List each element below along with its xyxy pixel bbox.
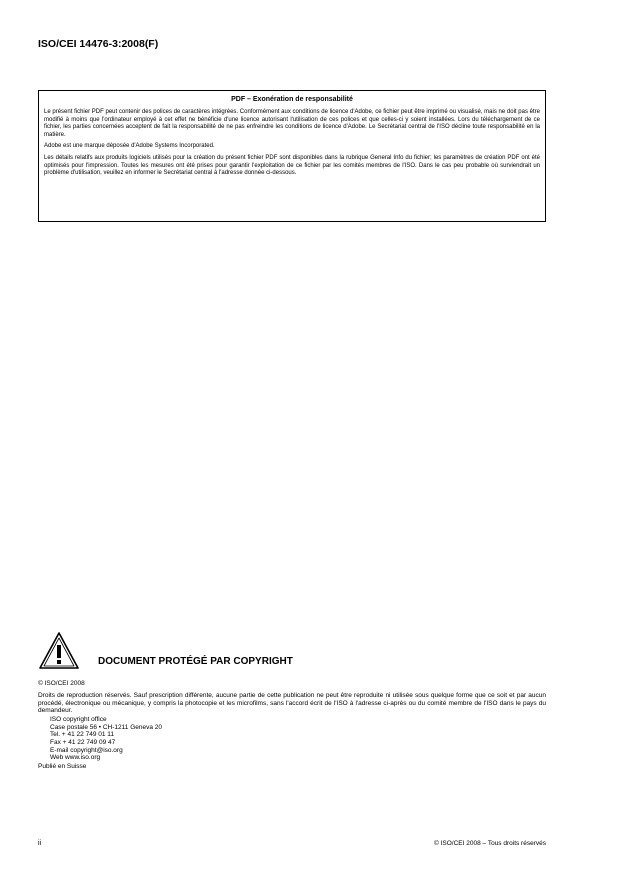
copyright-line: © ISO/CEI 2008: [38, 680, 85, 687]
standard-reference: ISO/CEI 14476-3:2008(F): [38, 38, 159, 50]
address-line: ISO copyright office: [50, 716, 107, 724]
warning-triangle-icon: [38, 630, 80, 672]
disclaimer-paragraph: Les détails relatifs aux produits logiciels utilisés pour la création du présent fichier PDF sont disponibles dans la rubrique General Info du fichier; les paramètres de création PDF ont été optimisés pour l'impression. Toutes les mesures ont été prises pour garantir l'exploitation de ce fichier par les comités membres de l'ISO. Dans le cas peu probable où surviendrait un problème d'utilisation, veuillez en informer le Secrétariat central à l'adresse donnée ci-dessous.: [44, 154, 540, 177]
address-line: Case postale 56 • CH-1211 Geneva 20: [50, 723, 163, 731]
iso-address: [50, 716, 546, 762]
address-line: E-mail copyright@iso.org: [50, 746, 123, 754]
disclaimer-title: PDF – Exonération de responsabilité: [231, 96, 353, 103]
copyright-title: DOCUMENT PROTÉGÉ PAR COPYRIGHT: [98, 656, 293, 667]
copyright-body: [38, 680, 546, 771]
address-line: Web www.iso.org: [50, 754, 101, 762]
address-line: Fax + 41 22 749 09 47: [50, 738, 116, 746]
disclaimer-paragraph: Adobe est une marque déposée d'Adobe Systems Incorporated.: [44, 143, 215, 150]
address-line: Tel. + 41 22 749 01 11: [50, 731, 115, 739]
footer-copyright: © ISO/CEI 2008 – Tous droits réservés: [434, 840, 546, 847]
copyright-header: [38, 628, 546, 672]
page-number: ii: [38, 840, 42, 847]
published-in: Publié en Suisse: [38, 762, 87, 770]
pdf-disclaimer-box: [38, 90, 546, 222]
rights-text: Droits de reproduction réservés. Sauf prescription différente, aucune partie de cette publication ne peut être reproduite ni utilisée sous quelque forme que ce soit et par aucun procédé, électronique ou mécanique, y compris la photocopie et les microfilms, sans l'accord écrit de l'ISO à l'adresse ci-après ou du comité membre de l'ISO dans le pays du demandeur.: [38, 691, 546, 715]
disclaimer-paragraph: Le présent fichier PDF peut contenir des polices de caractères intégrées. Conformément aux conditions de licence d'Adobe, ce fichier peut être imprimé ou visualisé, mais ne doit pas être modifié à moins que l'ordinateur employé à cet effet ne bénéficie d'une licence autorisant l'utilisation de ces polices et que celles-ci y soient installées. Lors du téléchargement de ce fichier, les parties concernées acceptent de fait la responsabilité de ne pas enfreindre les conditions de licence d'Adobe. Le Secrétariat central de l'ISO décline toute responsabilité en la matière.: [44, 109, 540, 138]
